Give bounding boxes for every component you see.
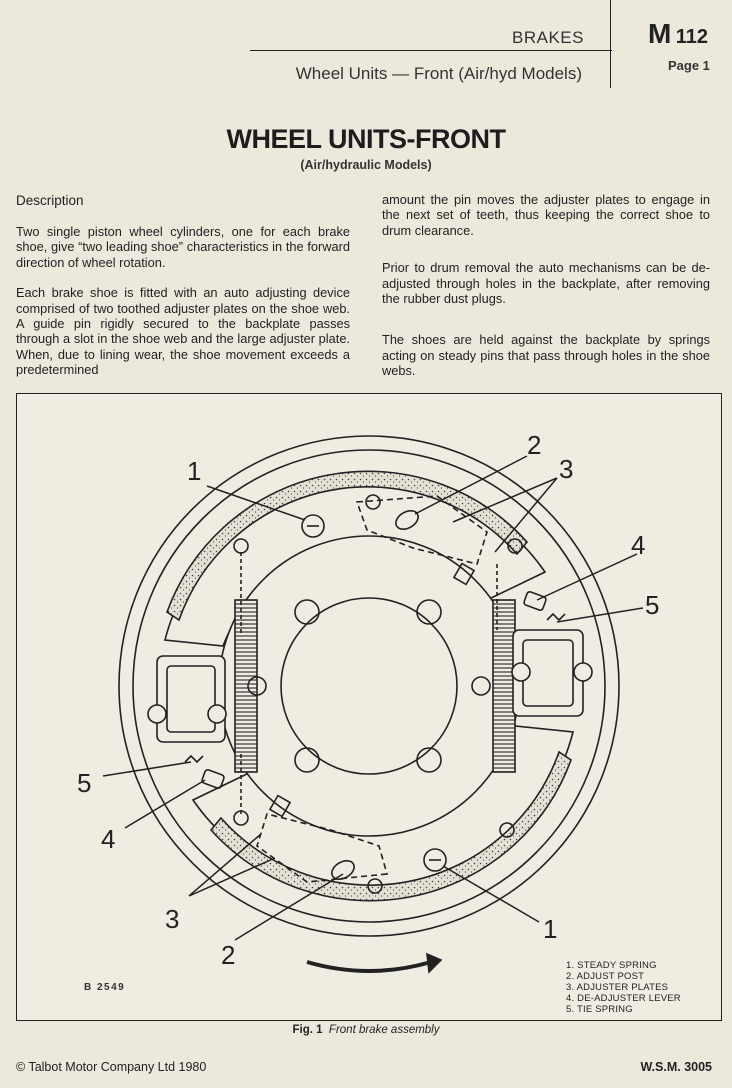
callout-3: 3 (559, 454, 574, 484)
paragraph: Prior to drum removal the auto mechanisms can be de-adjusted through holes in the backplate, after removing the rubber dust plugs. (382, 260, 710, 307)
page-number: Page 1 (668, 58, 710, 73)
copyright: © Talbot Motor Company Ltd 1980 (16, 1060, 207, 1074)
legend-item: 3. ADJUSTER PLATES (566, 982, 669, 993)
code-number: 112 (675, 26, 709, 48)
upper-tie-spring (547, 614, 565, 620)
callout-4: 4 (631, 530, 646, 560)
callout-2: 2 (527, 430, 542, 460)
legend-item: 5. TIE SPRING (566, 1004, 633, 1015)
callout-3-left: 3 (165, 904, 180, 934)
callout-2-left: 2 (221, 940, 236, 970)
paragraph: Each brake shoe is fitted with an auto adjusting device comprised of two toothed adjuster plates on the shoe web. A guide pin rigidly secured to the backplate passes through a slot in the shoe web and the large adjuster plate. When, due to lining wear, the shoe movement exceeds a predetermined (16, 285, 350, 378)
callout-1: 1 (187, 456, 202, 486)
paragraph: The shoes are held against the backplate by springs acting on steady pins that pass through holes in the shoe webs. (382, 332, 710, 379)
caption-text: Front brake assembly (328, 1024, 440, 1036)
figure-caption (0, 1024, 732, 1036)
legend-item: 1. STEADY SPRING (566, 960, 657, 971)
section-name: BRAKES (512, 28, 584, 47)
upper-de-adjuster-lever (523, 591, 547, 611)
description-heading: Description (16, 193, 84, 208)
paragraph: Two single piston wheel cylinders, one for each brake shoe, give “two leading shoe” characteristics in the forward direction of wheel rotation. (16, 224, 350, 270)
lower-tie-spring (185, 756, 203, 762)
rotation-arrow (307, 962, 431, 971)
lower-de-adjuster-lever (201, 769, 225, 789)
callout-5-left: 5 (77, 768, 92, 798)
hub-flange (219, 536, 519, 836)
header-divider (610, 0, 611, 88)
page-title-sub: (Air/hydraulic Models) (300, 158, 432, 172)
paragraph: amount the pin moves the adjuster plates to engage in the next set of teeth, thus keeping the correct shoe to drum clearance. (382, 192, 710, 238)
callout-4-left: 4 (101, 824, 116, 854)
description-column-1 (16, 224, 350, 378)
document-reference: W.S.M. 3005 (640, 1060, 712, 1074)
left-hatched-abutment (235, 600, 257, 772)
cylinder-bolt (574, 663, 592, 681)
description-column-2 (382, 192, 710, 379)
manual-code (648, 18, 708, 50)
cylinder-bolt (208, 705, 226, 723)
figure-reference: B 2549 (84, 982, 126, 993)
legend-item: 4. DE-ADJUSTER LEVER (566, 993, 681, 1004)
code-letter: M (648, 18, 672, 49)
callout-1-lower: 1 (543, 914, 558, 944)
legend-item: 2. ADJUST POST (566, 971, 645, 982)
cylinder-bolt (512, 663, 530, 681)
cylinder-bolt (148, 705, 166, 723)
figure-legend (566, 960, 681, 1015)
callout-5: 5 (645, 590, 660, 620)
header-rule (250, 50, 612, 51)
brake-assembly-drawing (17, 394, 721, 1020)
right-hatched-abutment (493, 600, 515, 772)
caption-label: Fig. 1 (292, 1024, 323, 1036)
figure-frame (16, 393, 722, 1021)
page-title: WHEEL UNITS-FRONT (226, 124, 506, 154)
section-subtitle: Wheel Units — Front (Air/hyd Models) (295, 64, 582, 83)
rotation-arrowhead (427, 954, 441, 972)
